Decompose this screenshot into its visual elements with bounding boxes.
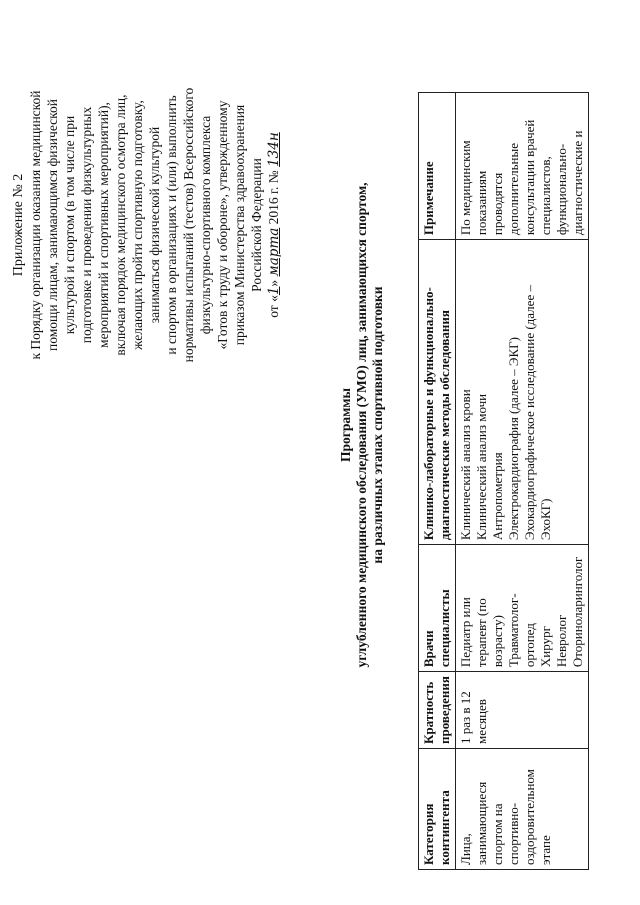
annex-line: культурой и спортом (в том числе при <box>62 115 77 335</box>
title-line: на различных этапах спортивной подготовки <box>370 286 385 564</box>
date-day: 1 <box>266 286 282 296</box>
date-prefix: от « <box>266 295 281 318</box>
title-line: углубленного медицинского обследования (УМО) лиц, занимающихся спортом, <box>354 182 369 668</box>
annex-line: физкультурно-спортивного комплекса <box>198 115 213 335</box>
header-doctors: Врачи специалисты <box>419 545 456 672</box>
annex-number: Приложение № 2 <box>11 173 26 277</box>
table-header-row <box>419 93 456 870</box>
header-category: Категория контингента <box>419 749 456 870</box>
annex-line: помощи лицам, занимающимся физической <box>45 99 60 352</box>
date-mid: » <box>266 276 281 287</box>
annex-line: включая порядок медицинского осмотра лиц, <box>113 94 128 356</box>
annex-line: и спортом в организациях и (или) выполнить <box>164 95 179 355</box>
date-year: 2016 г. № <box>266 166 281 228</box>
annex-block <box>10 15 283 435</box>
annex-line: подготовке и проведении физкультурных <box>79 106 94 344</box>
annex-line: приказом Министерства здравоохранения <box>232 104 247 346</box>
annex-date-line <box>265 15 283 435</box>
header-methods: Клинико-лабораторные и функционально- диагностические методы обследования <box>419 240 456 545</box>
annex-line: заниматься физической культурой <box>147 126 162 324</box>
title-line: Программы <box>338 387 353 463</box>
annex-line: «Готов к труду и обороне», утвержденному <box>215 100 230 350</box>
cell-category: Лица, занимающиеся спортом на спортивно- оздоровительном этапе <box>456 749 589 870</box>
cell-frequency: 1 раз в 12 месяцев <box>456 672 589 749</box>
date-month: марта <box>266 227 282 277</box>
annex-line: мероприятий и спортивных мероприятий), <box>96 102 111 348</box>
table-row <box>456 93 589 870</box>
header-frequency: Кратность проведения <box>419 672 456 749</box>
annex-line: желающих пройти спортивную подготовку, <box>130 100 145 350</box>
cell-doctors: Педиатр или терапевт (по возрасту) Травматолог- ортопед Хирург Невролог Оториноларинголог <box>456 545 589 672</box>
document-title <box>338 145 386 705</box>
annex-line: Российской Федерации <box>249 158 264 292</box>
annex-line: к Порядку организации оказания медицинской <box>28 90 43 360</box>
cell-note: По медицинским показаниям проводятся дополнительные консультации врачей специалистов, функционально- диагностические и <box>456 93 589 240</box>
annex-line: нормативы испытаний (тестов) Всероссийского <box>181 87 196 363</box>
header-note: Примечание <box>419 93 456 240</box>
umo-program-table <box>418 92 589 870</box>
cell-methods: Клинический анализ крови Клинический анализ мочи Антропометрия Электрокардиография (далее – ЭКГ) Эхокардиографическое исследование (далее – ЭхоКГ) <box>456 240 589 545</box>
order-number: 134н <box>266 132 282 167</box>
